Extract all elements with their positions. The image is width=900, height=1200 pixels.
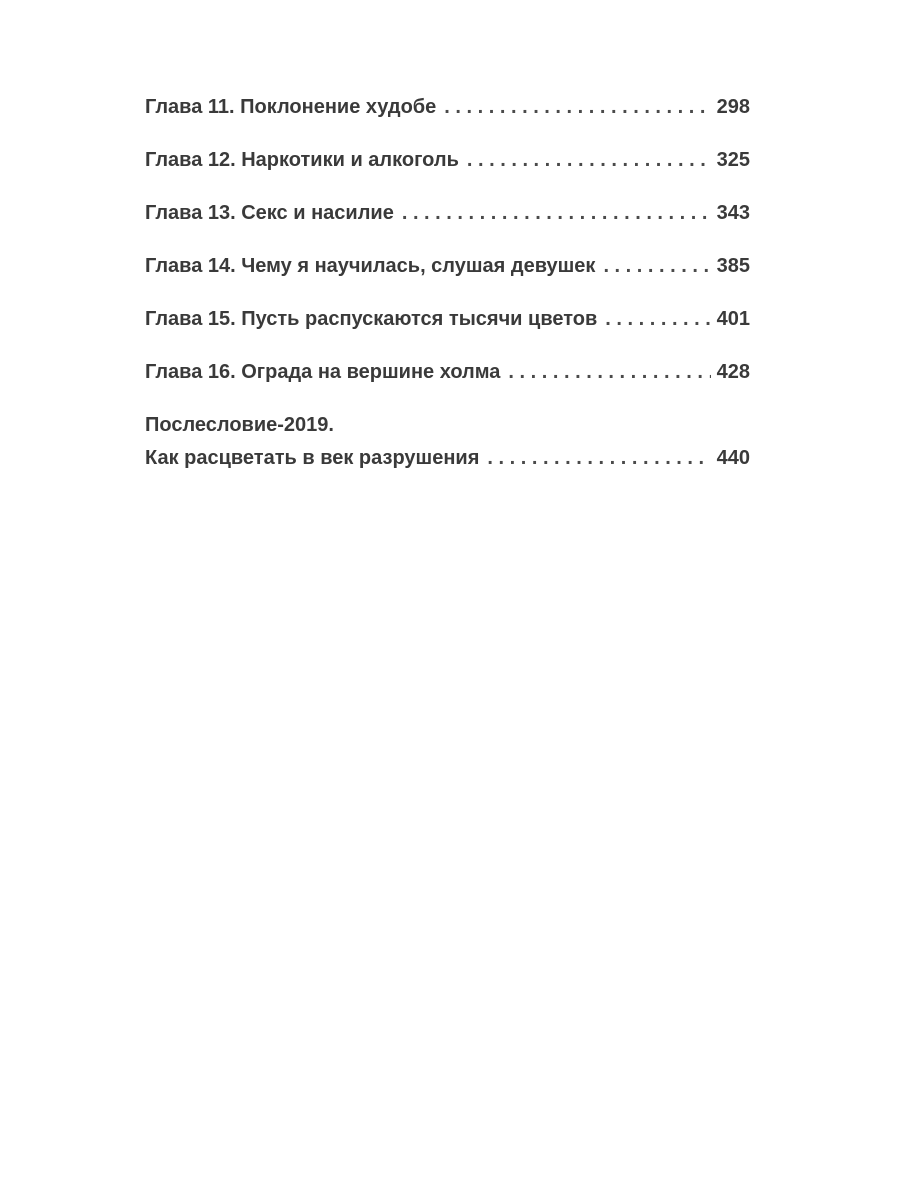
dot-leader (467, 145, 711, 175)
toc-entry-chapter-11[interactable] (145, 92, 750, 122)
toc-entry-page: 428 (716, 361, 750, 383)
toc-entry-page: 325 (716, 149, 750, 171)
dot-leader (444, 92, 710, 122)
table-of-contents (145, 92, 750, 473)
toc-entry-page: 385 (716, 255, 750, 277)
dot-leader (487, 443, 710, 473)
toc-entry-afterword[interactable] (145, 410, 750, 473)
toc-entry-title: Глава 12. Наркотики и алкоголь (145, 149, 459, 171)
toc-entry-title: Глава 16. Ограда на вершине холма (145, 361, 501, 383)
toc-entry-title: Глава 11. Поклонение худобе (145, 96, 437, 118)
toc-entry-title: Глава 14. Чему я научилась, слушая девушек (145, 255, 596, 277)
toc-entry-page: 298 (716, 96, 750, 118)
toc-entry-page: 343 (716, 202, 750, 224)
afterword-title-line (145, 443, 750, 473)
toc-entry-page: 440 (716, 447, 750, 469)
toc-entry-chapter-15[interactable] (145, 304, 750, 334)
dot-leader (402, 198, 711, 228)
dot-leader (508, 357, 710, 387)
toc-entry-title: Как расцветать в век разрушения (145, 447, 480, 469)
dot-leader (605, 304, 710, 334)
toc-entry-chapter-14[interactable] (145, 251, 750, 281)
dot-leader (603, 251, 710, 281)
toc-entry-title: Глава 15. Пусть распускаются тысячи цветов (145, 308, 598, 330)
toc-entry-page: 401 (716, 308, 750, 330)
toc-entry-chapter-13[interactable] (145, 198, 750, 228)
toc-entry-title: Глава 13. Секс и насилие (145, 202, 394, 224)
afterword-heading: Послесловие-2019. (145, 414, 334, 436)
toc-entry-chapter-12[interactable] (145, 145, 750, 175)
toc-entry-chapter-16[interactable] (145, 357, 750, 387)
